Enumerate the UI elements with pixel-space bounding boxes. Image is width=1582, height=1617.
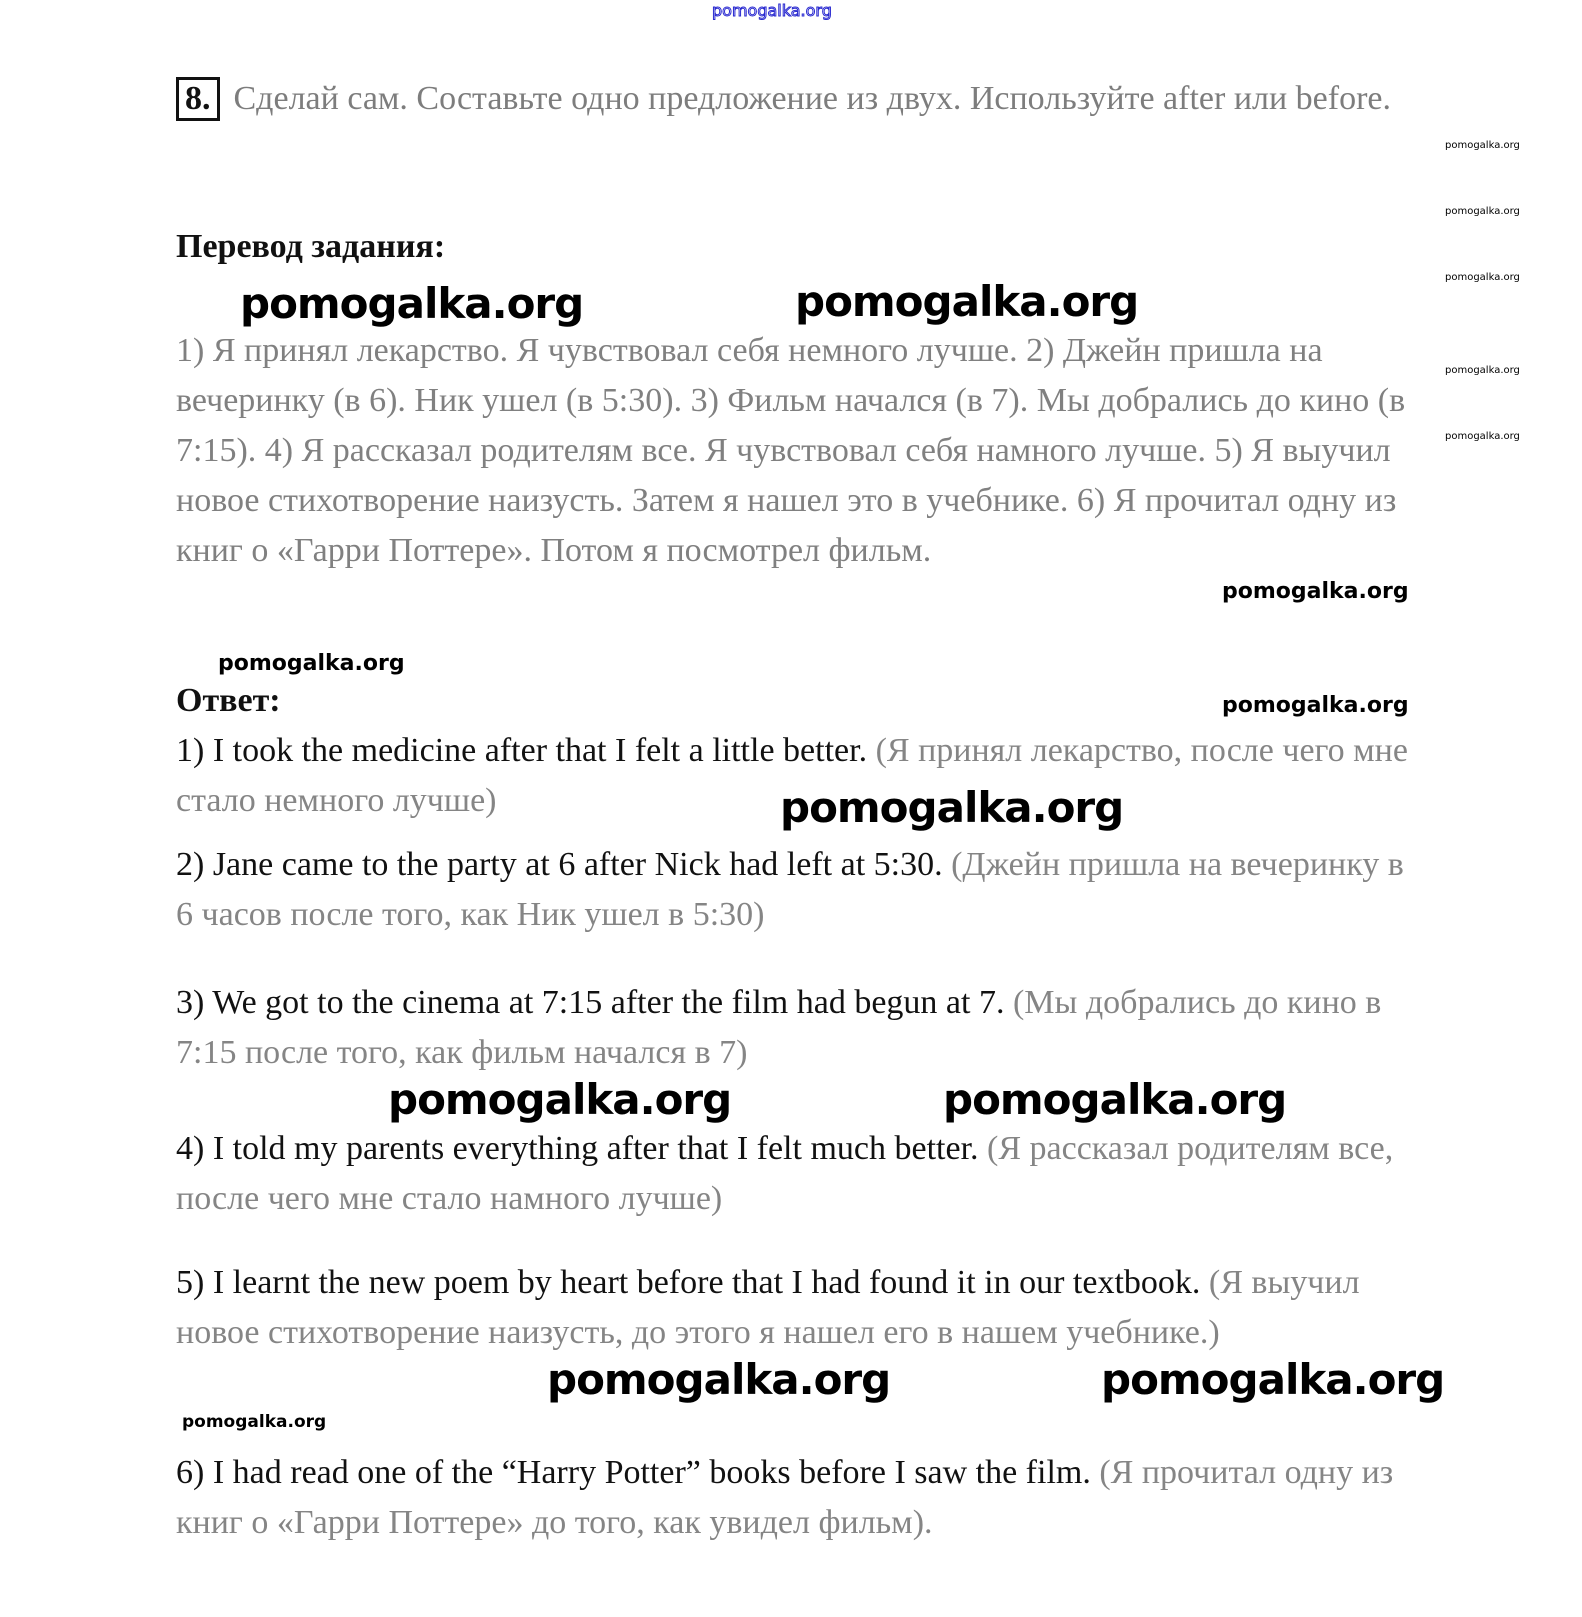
top-watermark: pomogalka.org [712, 1, 832, 20]
watermark: pomogalka.org [1445, 206, 1520, 217]
task-text: Сделай сам. Составьте одно предложение из двух. Используйте after или before. [233, 80, 1392, 117]
watermark: pomogalka.org [1222, 693, 1409, 718]
translation-text: 1) Я принял лекарство. Я чувствовал себя немного лучше. 2) Джейн пришла на вечеринку (в 6). Ник ушел (в 5:30). 3) Фильм начался (в 7). Мы добрались до кино (в 7:15). 4) Я рассказал родителям все. Я чувствовал себя намного лучше. 5) Я выучил новое стихотворение наизусть. Затем я нашел это в учебнике. 6) Я прочитал одну из книг о «Гарри Поттере». Потом я посмотрел фильм. [176, 332, 1406, 569]
watermark: pomogalka.org [218, 651, 405, 676]
watermark: pomogalka.org [1445, 365, 1520, 376]
watermark: pomogalka.org [182, 1412, 327, 1432]
watermark: pomogalka.org [1101, 1355, 1445, 1404]
answer-item: 2) Jane came to the party at 6 after Nick had left at 5:30. (Джейн пришла на вечеринку в 6 часов после того, как Ник ушел в 5:30) [176, 846, 1404, 933]
answer-item: 6) I had read one of the “Harry Potter” books before I saw the film. (Я прочитал одну из книг о «Гарри Поттере» до того, как увидел фильм). [176, 1454, 1394, 1541]
watermark: pomogalka.org [780, 783, 1124, 832]
answer-item: 3) We got to the cinema at 7:15 after the film had begun at 7. (Мы добрались до кино в 7:15 после того, как фильм начался в 7) [176, 984, 1382, 1071]
watermark: pomogalka.org [1445, 431, 1520, 442]
watermark: pomogalka.org [1445, 140, 1520, 151]
task-number: 8. [176, 77, 220, 121]
task-statement [176, 74, 1436, 124]
answer-heading: Ответ: [176, 682, 281, 719]
watermark: pomogalka.org [547, 1355, 891, 1404]
watermark: pomogalka.org [388, 1075, 732, 1124]
watermark: pomogalka.org [240, 279, 584, 328]
answer-item: 5) I learnt the new poem by heart before that I had found it in our textbook. (Я выучил новое стихотворение наизусть, до этого я нашел его в нашем учебнике.) [176, 1264, 1360, 1351]
answer-item: 1) I took the medicine after that I felt a little better. (Я принял лекарство, после чего мне стало немного лучше) [176, 732, 1408, 819]
answer-item: 4) I told my parents everything after that I felt much better. (Я рассказал родителям все, после чего мне стало намного лучше) [176, 1130, 1394, 1217]
watermark: pomogalka.org [1222, 579, 1409, 604]
watermark: pomogalka.org [795, 277, 1139, 326]
translation-heading: Перевод задания: [176, 228, 446, 265]
watermark: pomogalka.org [943, 1075, 1287, 1124]
watermark: pomogalka.org [1445, 272, 1520, 283]
